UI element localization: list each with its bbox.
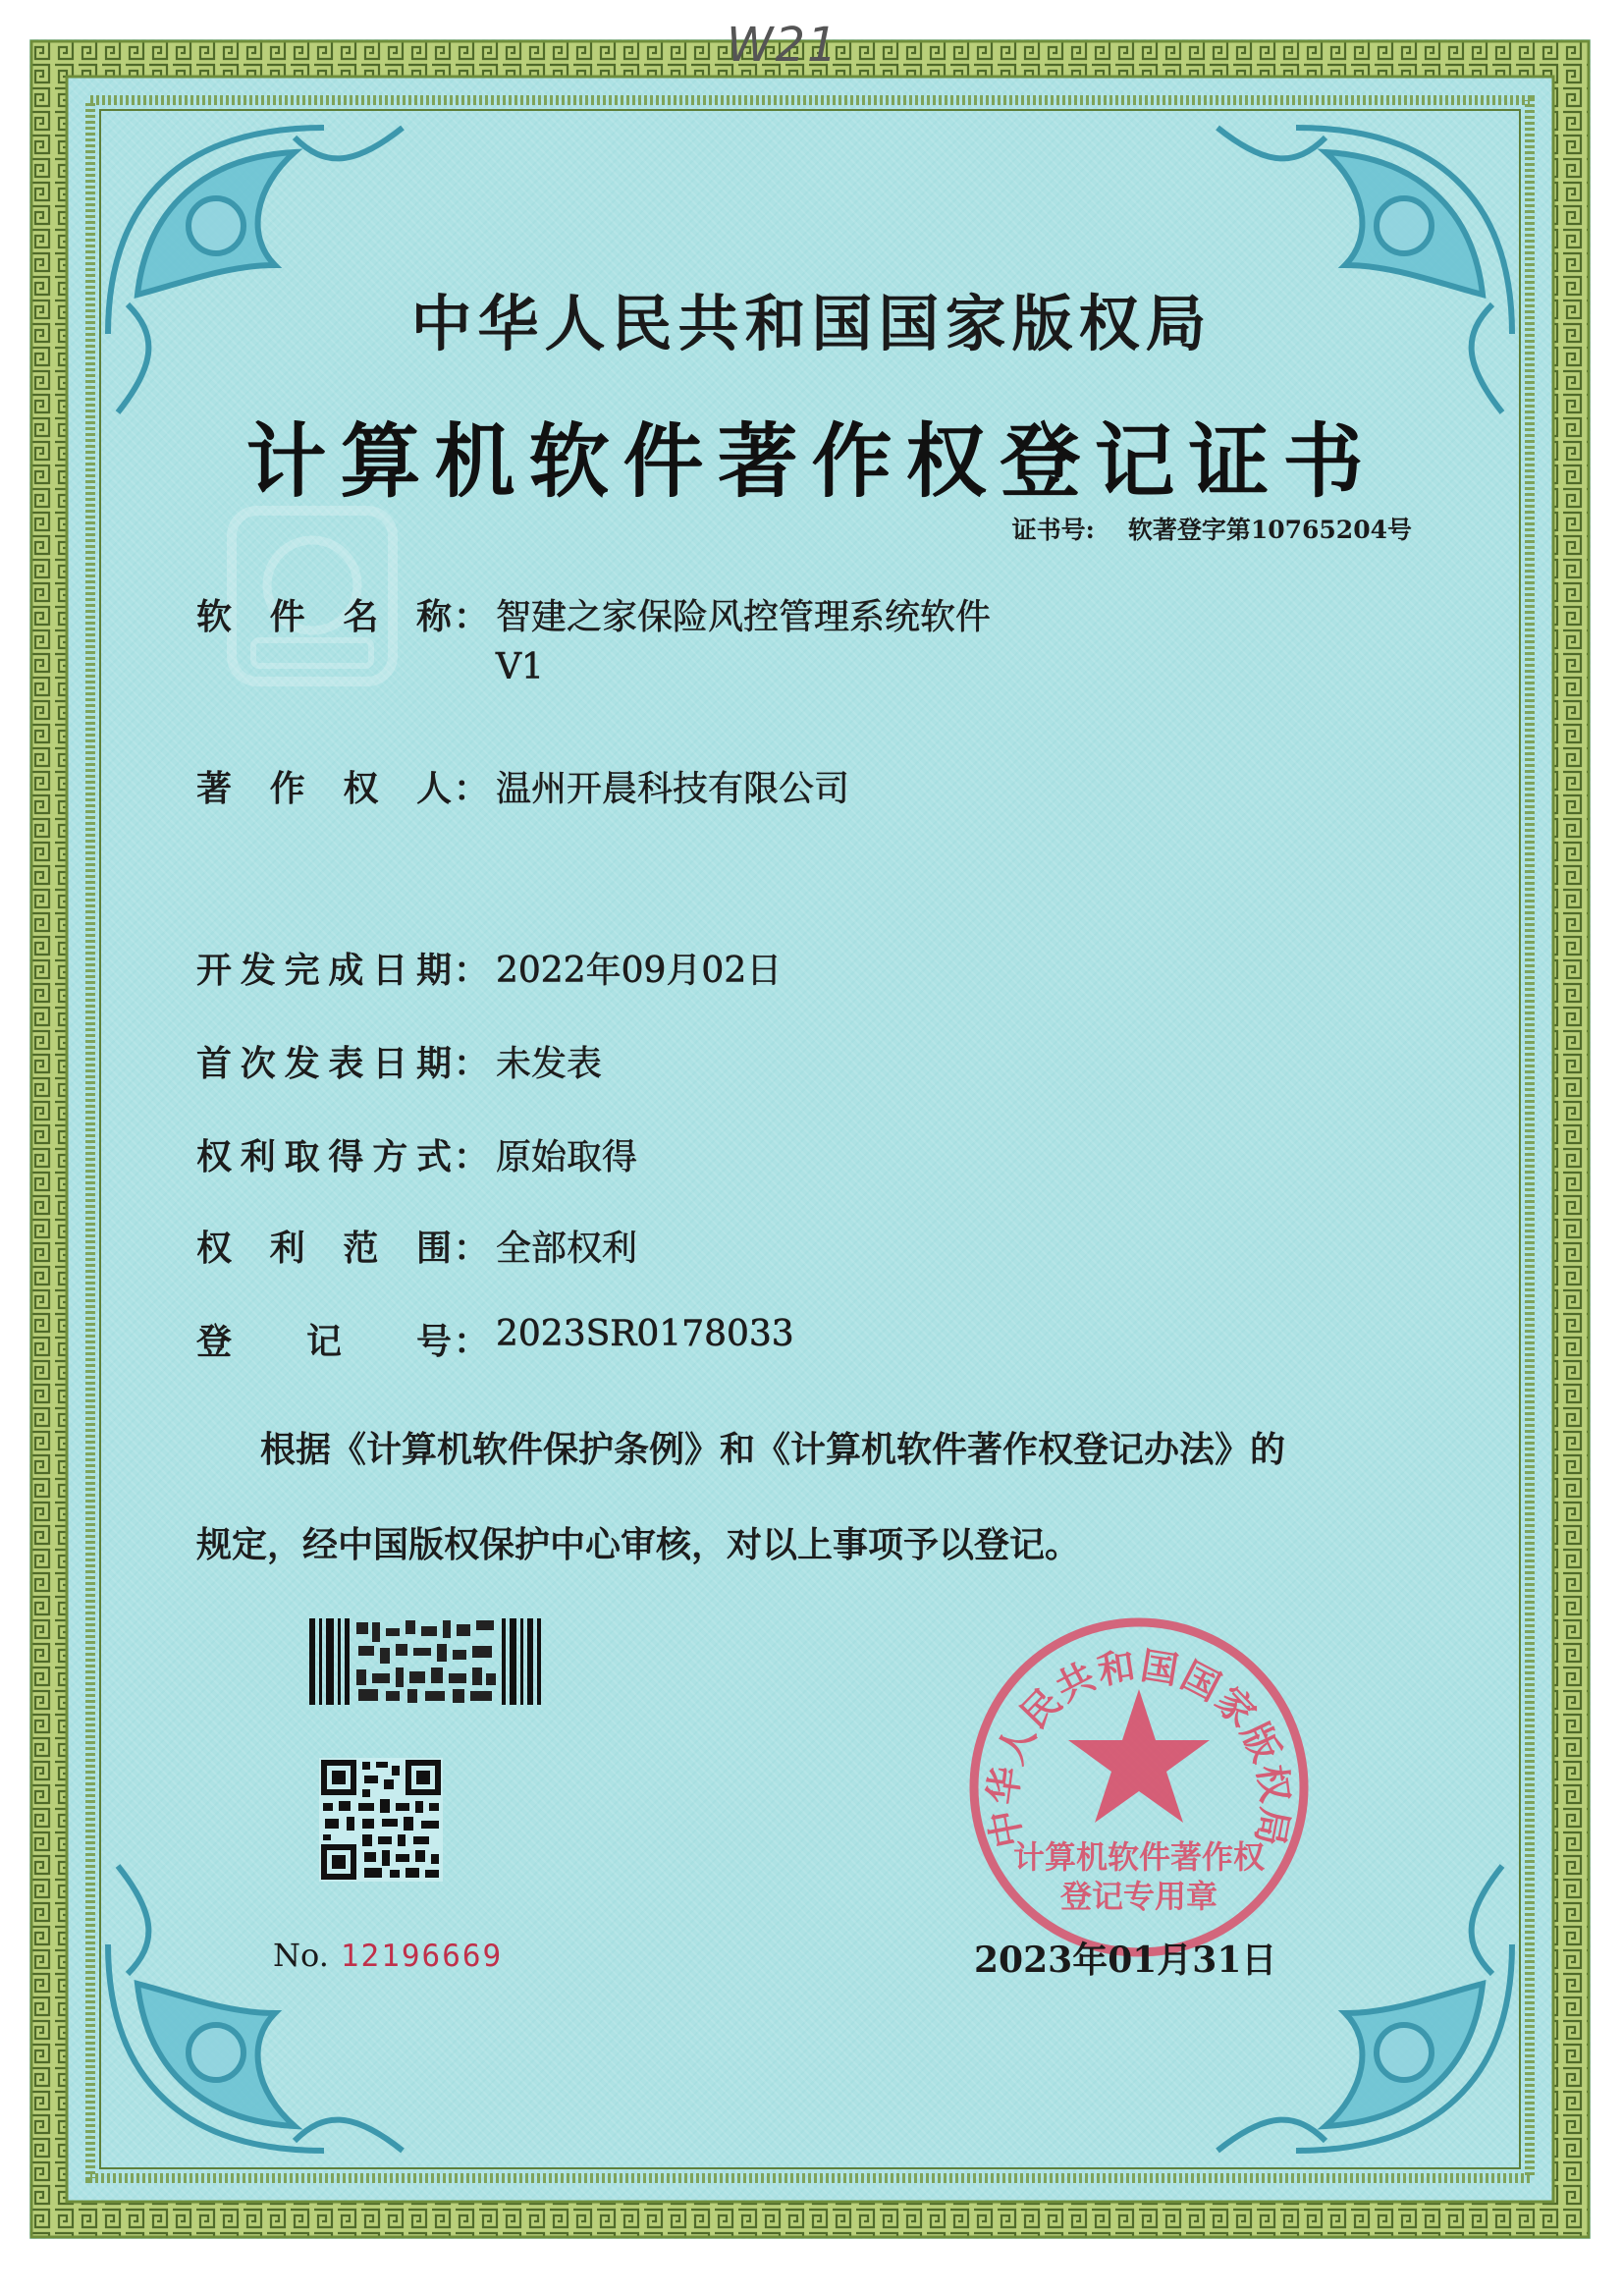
field-colon: ： [454, 1136, 490, 1177]
field-value: 温州开晨科技有限公司 [496, 769, 850, 809]
certificate-title: 计算机软件著作权登记证书 [245, 414, 1378, 509]
statement-line2: 规定，经中国版权保护中心审核，对以上事项予以登记。 [196, 1524, 1081, 1565]
certificate-number-value: 软著登字第10765204号 [1127, 516, 1412, 544]
field-label: 著作权人 [196, 768, 452, 809]
software-name-line2: V1 [496, 647, 544, 687]
field-value: 2022年09月02日 [496, 951, 783, 991]
barcode-icon [309, 1618, 545, 1705]
field-label: 权利范围 [196, 1228, 452, 1269]
field-label: 权利取得方式 [196, 1136, 452, 1177]
issue-date: 2023年01月31日 [974, 1940, 1277, 1981]
serial-number [273, 1937, 503, 1974]
field-label: 登记号 [196, 1321, 452, 1362]
field-label: 软件名称 [196, 596, 452, 637]
issuer-title: 中华人民共和国国家版权局 [410, 288, 1213, 359]
qr-code-icon [319, 1758, 443, 1882]
field-colon: ： [454, 1228, 490, 1269]
official-seal [962, 1611, 1316, 1964]
field-colon: ： [454, 768, 490, 809]
field-label: 开发完成日期 [196, 950, 452, 991]
certificate-number-label: 证书号: [1011, 516, 1095, 544]
seal-inner-line2: 登记专用章 [1059, 1878, 1218, 1915]
field-colon: ： [454, 1043, 490, 1084]
serial-number-value: 12196669 [340, 1939, 504, 1974]
field-colon: ： [454, 596, 490, 637]
statement-line1: 根据《计算机软件保护条例》和《计算机软件著作权登记办法》的 [260, 1429, 1286, 1470]
field-value [496, 589, 1380, 687]
field-colon: ： [454, 950, 490, 991]
field-value: 原始取得 [496, 1137, 638, 1177]
field-value: 2023SR0178033 [496, 1314, 794, 1354]
seal-inner-line1: 计算机软件著作权 [1012, 1838, 1266, 1876]
certificate-number [1012, 511, 1412, 546]
corner-ornament-top-left [108, 128, 403, 412]
field-value: 未发表 [496, 1044, 603, 1084]
seal-star-icon [1068, 1689, 1210, 1823]
handwritten-note: W21 [727, 18, 839, 73]
field-label: 首次发表日期 [196, 1043, 452, 1084]
serial-prefix: No. [273, 1937, 329, 1974]
software-name-line1: 智建之家保险风控管理系统软件 [496, 597, 992, 637]
seal-outer-text: 中华人民共和国国家版权局 [979, 1642, 1299, 1852]
field-colon: ： [454, 1321, 490, 1362]
field-value: 全部权利 [496, 1229, 638, 1269]
